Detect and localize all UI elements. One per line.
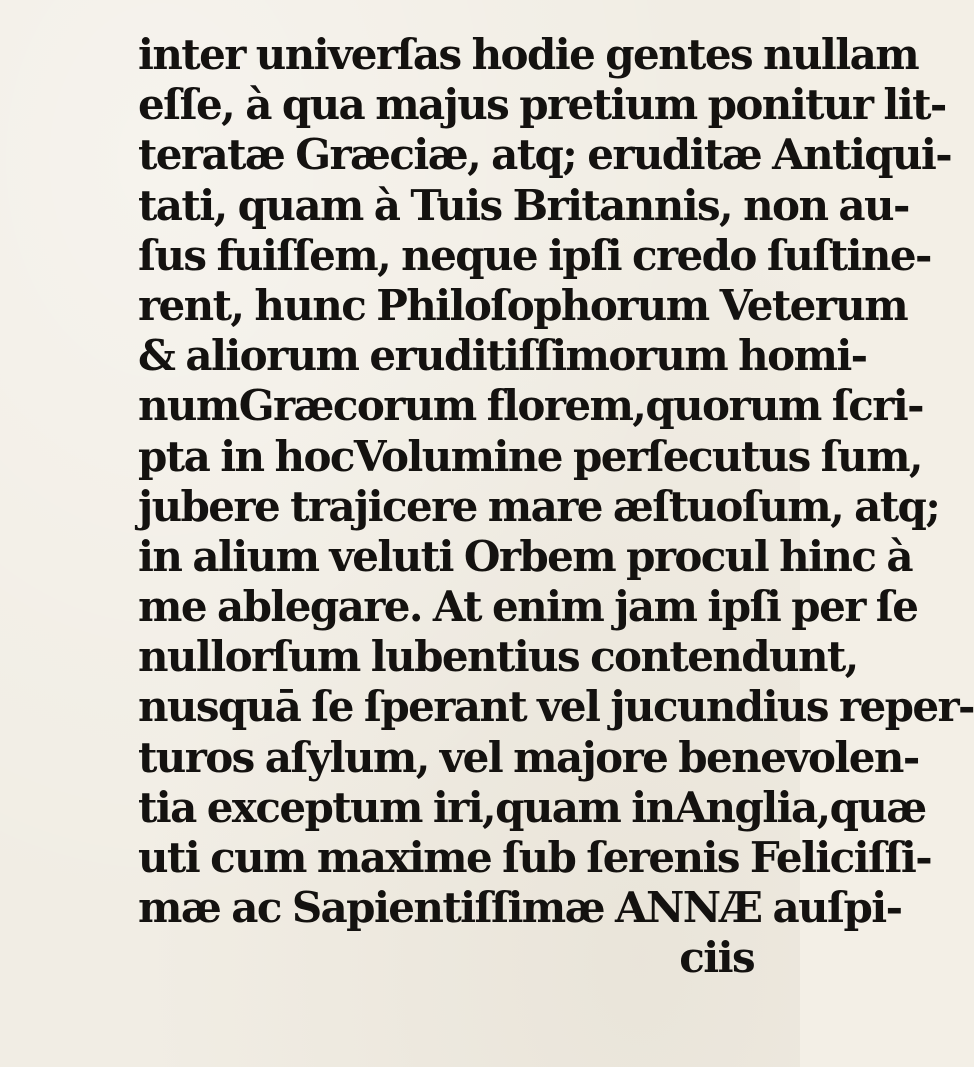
text-line-8: numGræcorum florem,quorum ſcri- bbox=[138, 381, 923, 431]
catchword: ciis bbox=[679, 933, 754, 983]
text-line-12: me ablegare. At enim jam ipſi per ſe bbox=[138, 582, 918, 632]
text-line-9: pta in hocVolumine perſecutus ſum, bbox=[138, 431, 922, 481]
text-line-4: tati, quam à Tuis Britannis, non au- bbox=[138, 180, 909, 230]
text-line-11: in alium veluti Orbem procul hinc à bbox=[138, 531, 912, 581]
text-line-16: tia exceptum iri,quam inAnglia,quæ bbox=[138, 782, 926, 832]
text-line-15: turos aſylum, vel majore benevolen- bbox=[138, 732, 919, 782]
text-line-18: mæ ac Sapientiſſimæ ANNÆ auſpi- bbox=[138, 883, 902, 933]
text-line-2: eſſe, à qua majus pretium ponitur lit- bbox=[138, 80, 946, 130]
text-line-5: ſus fuiſſem, neque ipſi credo ſuſtine- bbox=[138, 230, 931, 280]
text-line-13: nullorſum lubentius contendunt, bbox=[138, 632, 858, 682]
text-line-7: & aliorum eruditiſſimorum homi- bbox=[138, 331, 867, 381]
text-line-3: teratæ Græciæ, atq; eruditæ Antiqui- bbox=[138, 130, 952, 180]
text-line-6: rent, hunc Philoſophorum Veterum bbox=[138, 280, 908, 330]
text-line-17: uti cum maxime ſub ſerenis Feliciſſi- bbox=[138, 833, 932, 882]
text-line-14: nusquā ſe ſperant vel jucundius reper- bbox=[138, 682, 974, 732]
text-line-10: jubere trajicere mare æſtuoſum, atq; bbox=[138, 481, 940, 531]
body-text bbox=[138, 30, 974, 984]
text-line-1: inter univerſas hodie gentes nullam bbox=[138, 30, 919, 79]
